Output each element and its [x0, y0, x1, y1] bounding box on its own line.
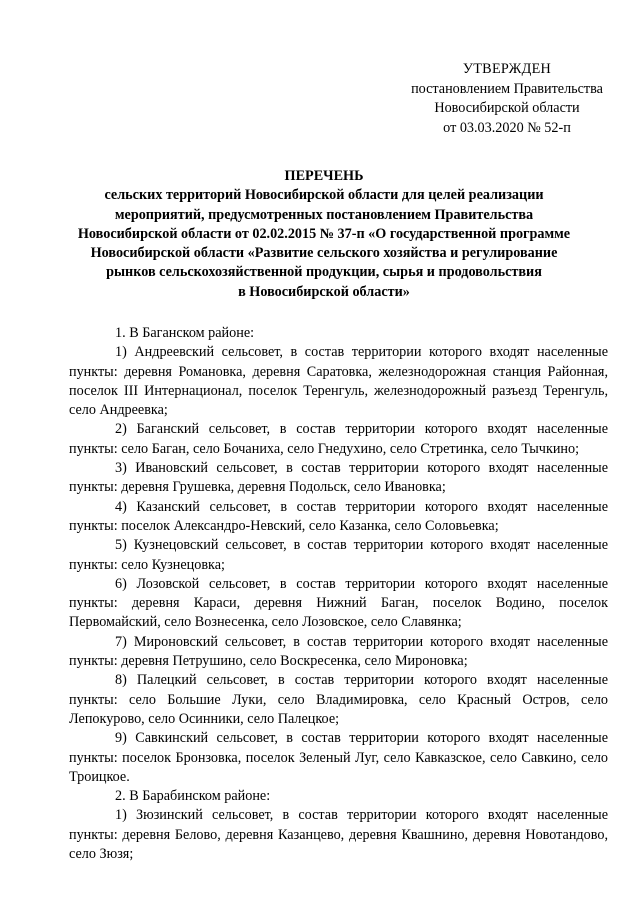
document-title: [60, 167, 588, 302]
list-item: 5) Кузнецовский сельсовет, в состав территории которого входят населенные пункты: село Кузнецовка;: [69, 537, 608, 573]
title-heading: ПЕРЕЧЕНЬ: [284, 168, 364, 184]
title-line-4: Новосибирской области «Развитие сельского хозяйства и регулирование: [90, 245, 558, 262]
title-line-3: Новосибирской области от 02.02.2015 № 37-п «О государственной программе: [77, 225, 571, 242]
approval-stamp: [402, 60, 612, 138]
approval-line-2: Новосибирской области: [434, 100, 580, 116]
district-heading-1: 1. В Баганском районе:: [115, 325, 255, 341]
list-item: 6) Лозовской сельсовет, в состав территории которого входят населенные пункты: деревня Караси, деревня Нижний Баган, поселок Водино, поселок Первомайский, село Вознесенка, село Лозовское, село Славянка;: [69, 575, 608, 631]
title-line-2: мероприятий, предусмотренных постановлением Правительства: [114, 206, 534, 223]
approval-heading: УТВЕРЖДЕН: [462, 61, 552, 77]
title-line-5: рынков сельскохозяйственной продукции, сырья и продовольствия: [106, 264, 542, 281]
document-body: [69, 324, 608, 864]
list-item: 1) Андреевский сельсовет, в состав территории которого входят населенные пункты: деревня Романовка, деревня Саратовка, железнодорожная станция Районная, поселок III Интернационал, поселок Теренгуль, железнодорожный разъезд Теренгуль, село Андреевка;: [69, 344, 608, 419]
title-line-1: сельских территорий Новосибирской области для целей реализации: [104, 187, 544, 204]
approval-line-3: от 03.03.2020 № 52-п: [443, 119, 571, 136]
list-item: 1) Зюзинский сельсовет, в состав территории которого входят населенные пункты: деревня Белово, деревня Казанцево, деревня Квашнино, деревня Новотандово, село Зюзя;: [69, 807, 608, 863]
district-heading-2: 2. В Барабинском районе:: [115, 788, 271, 805]
list-item: 3) Ивановский сельсовет, в состав территории которого входят населенные пункты: деревня Грушевка, деревня Подольск, село Ивановка;: [69, 460, 608, 496]
list-item: 9) Савкинский сельсовет, в состав территории которого входят населенные пункты: поселок Бронзовка, поселок Зеленый Луг, село Кавказское, село Савкино, село Троицкое.: [69, 730, 608, 785]
list-item: 7) Мироновский сельсовет, в состав территории которого входят населенные пункты: деревня Петрушино, село Воскресенка, село Мироновка;: [69, 633, 608, 670]
list-item: 8) Палецкий сельсовет, в состав территории которого входят населенные пункты: село Большие Луки, село Владимировка, село Красный Остров, село Лепокурово, село Осинники, село Палецкое;: [69, 672, 608, 727]
approval-line-1: постановлением Правительства: [411, 80, 603, 97]
list-item: 2) Баганский сельсовет, в состав территории которого входят населенные пункты: село Баган, село Бочаниха, село Гнедухино, село Стретинка, село Тычкино;: [69, 421, 608, 457]
title-line-6: в Новосибирской области»: [238, 283, 410, 300]
list-item: 4) Казанский сельсовет, в состав территории которого входят населенные пункты: поселок Александро-Невский, село Казанка, село Соловьевка;: [69, 498, 608, 534]
